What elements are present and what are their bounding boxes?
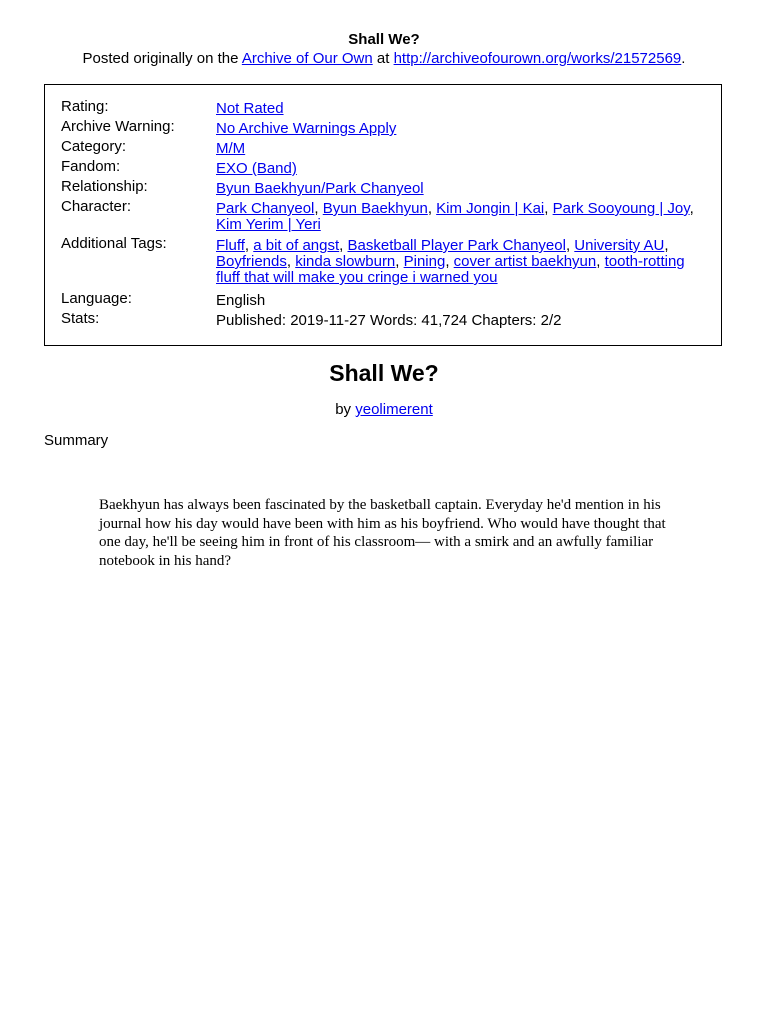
summary-heading: Summary <box>44 432 109 449</box>
character-link[interactable]: Park Chanyeol <box>216 200 315 217</box>
fandom-label: Fandom: <box>61 158 121 175</box>
tag-link[interactable]: University AU <box>574 237 665 254</box>
tag-link[interactable]: cover artist baekhyun <box>453 253 597 270</box>
character-link[interactable]: Park Sooyoung | Joy <box>552 200 690 217</box>
tag-link[interactable]: Boyfriends <box>216 253 287 270</box>
tag-link[interactable]: Pining <box>403 253 446 270</box>
warning-label: Archive Warning: <box>61 118 175 135</box>
tag-link[interactable]: kinda slowburn <box>295 253 396 270</box>
by-text: by <box>335 401 356 418</box>
fandom-link[interactable]: EXO (Band) <box>216 160 297 177</box>
at-text: at <box>372 50 394 67</box>
rating-label: Rating: <box>61 98 109 115</box>
category-link[interactable]: M/M <box>216 140 246 157</box>
character-link[interactable]: Byun Baekhyun <box>322 200 428 217</box>
header-title: Shall We? <box>348 31 420 48</box>
tag-link[interactable]: a bit of angst <box>253 237 340 254</box>
relationship-label: Relationship: <box>61 178 148 195</box>
relationship-link[interactable]: Byun Baekhyun/Park Chanyeol <box>216 180 424 197</box>
tag-link[interactable]: tooth-rotting fluff that will make you cringe i warned you <box>216 253 685 286</box>
character-link[interactable]: Kim Jongin | Kai <box>436 200 545 217</box>
stats-value: Published: 2019-11-27 Words: 41,724 Chapters: 2/2 <box>216 312 562 329</box>
summary-text: Baekhyun has always been fascinated by the basketball captain. Everyday he'd mention in his journal how his day would have been with him as his boyfriend. Who would have thought that one day, he'll be seeing him in front of his classroom— with a smirk and an awfully familiar notebook in his hand? <box>99 497 666 569</box>
metadata-box: Rating: Not Rated Archive Warning: No Archive Warnings Apply Category: M/M Fandom: EXO (Band) Relationship: Byun Baekhyun/Park Chanyeol Character: Park Chanyeol, Byun Baekhyun, Kim Jongin | Kai, Park Sooyoung | Joy, Kim Yerim | Yeri Additional Tags: Fluff, a bit of angst, Basketball Player Park Chanyeol, University AU, Boyfriends, kinda slowburn, Pining, cover artist baekhyun, tooth-rotting fluff that will make you cringe i warned you Language: English Stats: Published: 2019-11-27 Words: 41,724 Chapters: 2/2 <box>44 84 722 346</box>
author-link[interactable]: yeolimerent <box>355 401 433 418</box>
byline <box>0 401 768 419</box>
language-value: English <box>216 292 266 309</box>
tag-link[interactable]: Basketball Player Park Chanyeol <box>347 237 566 254</box>
end-period: . <box>681 50 686 67</box>
character-label: Character: <box>61 198 132 215</box>
rating-link[interactable]: Not Rated <box>216 100 284 117</box>
work-url-link[interactable]: http://archiveofourown.org/works/21572569 <box>393 50 682 67</box>
tags-label: Additional Tags: <box>61 235 167 252</box>
story-title: Shall We? <box>329 360 439 386</box>
stats-label: Stats: <box>61 310 100 327</box>
archive-link[interactable]: Archive of Our Own <box>241 50 373 67</box>
tag-link[interactable]: Fluff <box>216 237 245 254</box>
warning-link[interactable]: No Archive Warnings Apply <box>216 120 397 137</box>
language-label: Language: <box>61 290 132 307</box>
posted-prefix: Posted originally on the <box>82 50 242 67</box>
posted-line <box>0 49 768 69</box>
character-link[interactable]: Kim Yerim | Yeri <box>216 216 321 233</box>
category-label: Category: <box>61 138 127 155</box>
document-header <box>0 31 768 69</box>
